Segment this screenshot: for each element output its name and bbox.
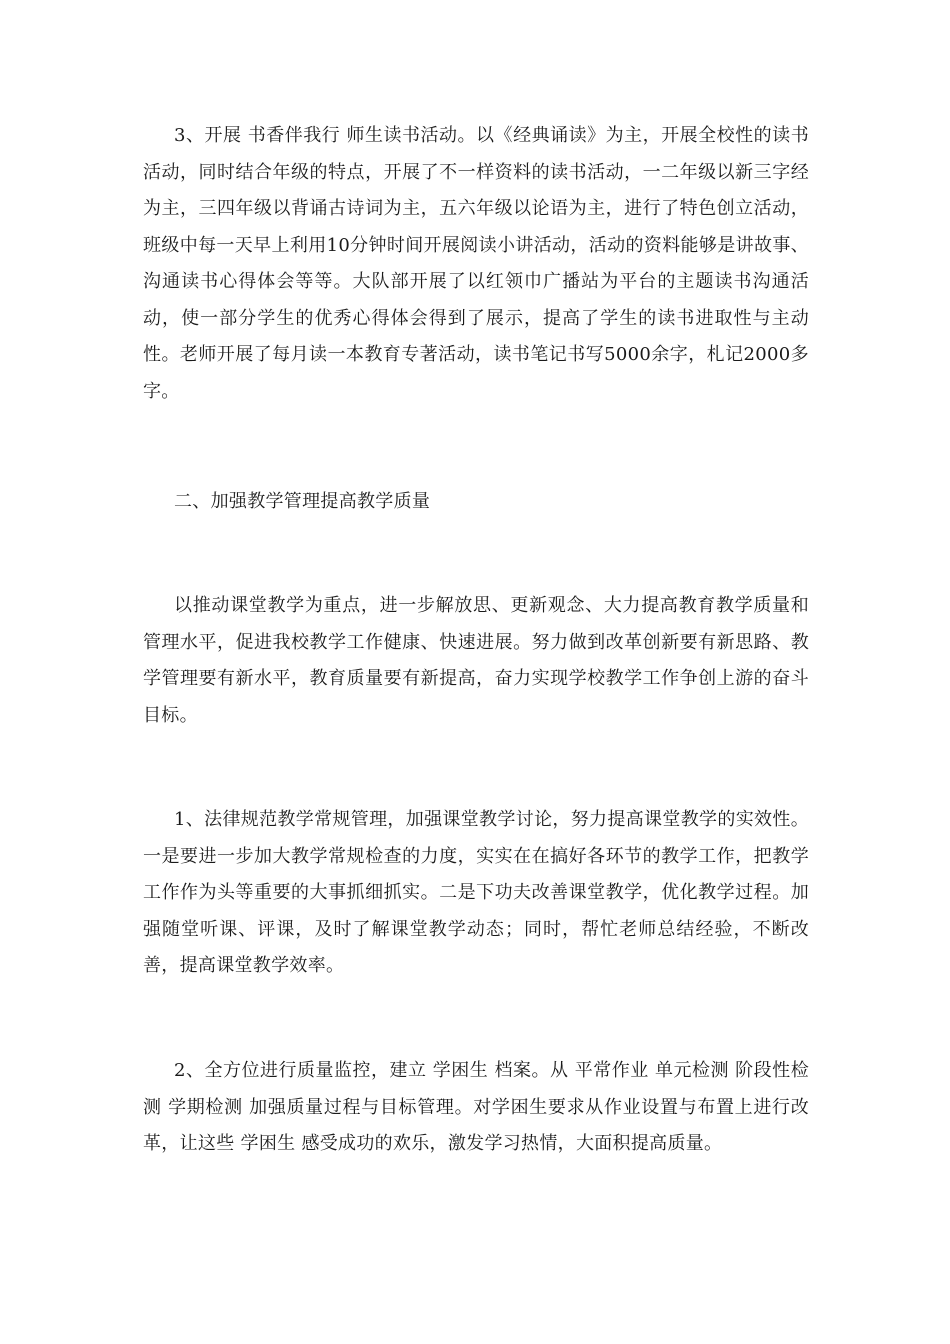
paragraph-reading-activity: 3、开展 书香伴我行 师生读书活动。以《经典诵读》为主，开展全校性的读书活动，同时结合年级的特点，开展了不一样资料的读书活动，一二年级以新三字经为主，三四年级以背诵古诗词为主，五六年级以论语为主，进行了特色创立活动，班级中每一天早上利用10分钟时间开展阅读小讲活动，活动的资料能够是讲故事、沟通读书心得体会等等。大队部开展了以红领巾广播站为平台的主题读书沟通活动，使一部分学生的优秀心得体会得到了展示，提高了学生的读书进取性与主动性。老师开展了每月读一本教育专著活动，读书笔记书写5000余字，札记2000多字。 — [143, 125, 809, 402]
paragraph-classroom-focus: 以推动课堂教学为重点，进一步解放思、更新观念、大力提高教育教学质量和管理水平，促进我校教学工作健康、快速进展。努力做到改革创新要有新思路、教学管理要有新水平，教育质量要有新提高，奋力实现学校教学工作争创上游的奋斗目标。 — [143, 595, 809, 726]
paragraph-quality-monitoring: 2、全方位进行质量监控，建立 学困生 档案。从 平常作业 单元检测 阶段性检测 学期检测 加强质量过程与目标管理。对学困生要求从作业设置与布置上进行改革，让这些 学困生 感受成功的欢乐，激发学习热情，大面积提高质量。 — [143, 1060, 809, 1154]
paragraph-routine-management: 1、法律规范教学常规管理，加强课堂教学讨论，努力提高课堂教学的实效性。一是要进一步加大教学常规检查的力度，实实在在搞好各环节的教学工作，把教学工作作为头等重要的大事抓细抓实。二是下功夫改善课堂教学，优化教学过程。加强随堂听课、评课，及时了解课堂教学动态；同时，帮忙老师总结经验，不断改善，提高课堂教学效率。 — [143, 809, 809, 976]
section-heading-teaching-management: 二、加强教学管理提高教学质量 — [174, 491, 431, 512]
